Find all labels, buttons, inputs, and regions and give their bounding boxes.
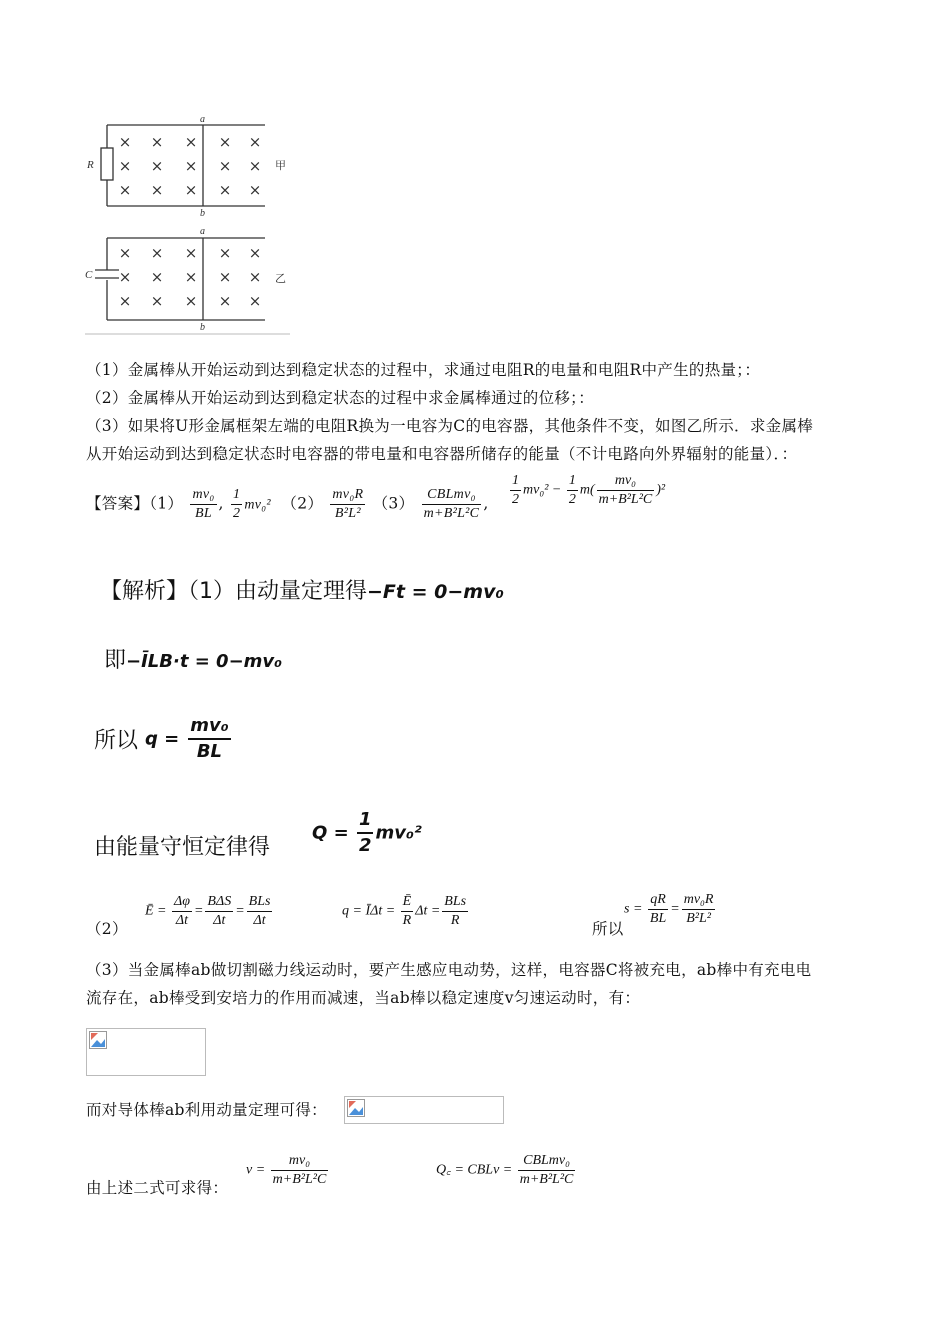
broken-image-icon: [89, 1031, 107, 1049]
svg-text:×: ×: [118, 244, 132, 262]
svg-text:×: ×: [218, 268, 232, 286]
svg-text:×: ×: [218, 181, 232, 199]
answer-part3-label: （3）: [372, 494, 415, 513]
part3-v-eq: v = $\frac{\text{mv₀}}{\text{m+B²L²C}}$: [246, 1153, 327, 1187]
svg-text:×: ×: [150, 157, 164, 175]
part2-so: 所以: [592, 920, 624, 938]
analysis-title: 【解析】（1）由动量定理得: [100, 579, 367, 604]
analysis-line2: 即−ĪLB·t = 0−mv₀: [104, 648, 283, 673]
broken-image-placeholder-2: [344, 1096, 504, 1124]
question-1: （1）金属棒从开始运动到达到稳定状态的过程中，求通过电阻R的电量和电阻R中产生的热量；：: [86, 361, 761, 379]
analysis-eq1: −Ft = 0−mv₀: [367, 581, 504, 603]
broken-image-placeholder-1: [86, 1028, 206, 1076]
answer-label: 【答案】: [86, 494, 150, 513]
answer-2-displacement: $\frac{\text{mv₀R}}{\text{B²L²}}$: [332, 487, 364, 521]
svg-text:×: ×: [248, 268, 262, 286]
broken-image-icon: [347, 1099, 365, 1117]
svg-text:×: ×: [118, 181, 132, 199]
question-3-line2: 从开始运动到达到稳定状态时电容器的带电量和电容器所储存的能量（不计电路向外界辐射的能量）．：: [86, 445, 798, 463]
svg-text:×: ×: [218, 157, 232, 175]
part3-line3: 而对导体棒ab利用动量定理可得：: [86, 1101, 327, 1119]
answer-1-heat: mv₀²: [244, 497, 271, 513]
fig-bottom-label-a: a: [200, 226, 205, 237]
analysis-Q-eq: Q = $\frac{1}{2}$ mv₀²: [312, 809, 422, 856]
svg-text:×: ×: [150, 268, 164, 286]
fig-top-label-a: a: [200, 114, 205, 125]
svg-text:×: ×: [118, 133, 132, 151]
fig-top-label-R: R: [87, 159, 94, 171]
answer-part2-label: （2）: [281, 494, 324, 513]
svg-text:×: ×: [248, 181, 262, 199]
svg-text:×: ×: [184, 133, 198, 151]
part3-line4: 由上述二式可求得：: [86, 1179, 229, 1197]
svg-text:×: ×: [248, 157, 262, 175]
part2-q-eq: q = ĪΔt = $\frac{Ē}{R}$ Δt = $\frac{\text{BLs}}{R}$: [342, 894, 467, 928]
fig-bottom-label-b: b: [200, 322, 205, 333]
answer-part1-label: （1）: [149, 494, 184, 513]
fig-top-caption: 甲: [275, 159, 286, 172]
part3-Qc-eq: Q꜀ = CBLv = $\frac{\text{CBLmv₀}}{\text{m+B²L²C}}$: [436, 1153, 574, 1187]
svg-text:×: ×: [218, 244, 232, 262]
fig-top-label-b: b: [200, 208, 205, 219]
svg-text:×: ×: [118, 268, 132, 286]
svg-text:×: ×: [184, 268, 198, 286]
svg-text:×: ×: [150, 244, 164, 262]
svg-text:×: ×: [218, 292, 232, 310]
svg-text:×: ×: [248, 133, 262, 151]
svg-text:×: ×: [118, 292, 132, 310]
svg-text:×: ×: [184, 181, 198, 199]
answer-row: 【答案】（1） $\frac{\text{mv₀}}{BL}$ , $\frac{1}{2}$ mv₀² （2） $\frac{\text{mv₀R}}{\text{B²L²}}$ （3） $\frac{\text{CBLmv₀}}{\text{m+B²L²C}}$ ,: [86, 487, 489, 521]
analysis-line4: 由能量守恒定律得: [94, 835, 271, 860]
analysis-eq2: −ĪLB·t = 0−mv₀: [126, 651, 283, 672]
part3-line2: 流存在，ab棒受到安培力的作用而减速，当ab棒以稳定速度v匀速运动时，有：: [86, 989, 641, 1007]
analysis-line3: 所以 q = $\frac{\text{mv₀}}{BL}$: [94, 715, 229, 762]
svg-text:×: ×: [118, 157, 132, 175]
analysis-q-fraction: $\frac{\text{mv₀}}{BL}$: [190, 715, 229, 762]
answer-1-charge: $\frac{\text{mv₀}}{BL}$: [192, 487, 215, 521]
part2-label: （2）: [86, 920, 128, 938]
circuit-figure: [85, 112, 295, 337]
svg-text:×: ×: [248, 244, 262, 262]
resistor-icon: [101, 148, 113, 180]
svg-text:×: ×: [150, 292, 164, 310]
svg-text:×: ×: [218, 133, 232, 151]
question-3-line1: （3）如果将U形金属框架左端的电阻R换为一电容为C的电容器，其他条件不变，如图乙所示．求金属棒: [86, 417, 814, 435]
question-2: （2）金属棒从开始运动到达到稳定状态的过程中求金属棒通过的位移；：: [86, 389, 595, 407]
part3-line1: （3）当金属棒ab做切割磁力线运动时，要产生感应电动势，这样，电容器C将被充电，ab棒中有充电电: [86, 961, 812, 979]
fig-bottom-caption: 乙: [275, 272, 286, 285]
answer-3-energy: $\frac{1}{2}$ mv₀² − $\frac{1}{2}$ m( $\frac{\text{mv₀}}{\text{m+B²L²C}}$ )²: [512, 473, 666, 507]
svg-text:×: ×: [150, 181, 164, 199]
answer-3-charge: $\frac{\text{CBLmv₀}}{\text{m+B²L²C}}$: [423, 487, 480, 521]
svg-text:×: ×: [184, 244, 198, 262]
analysis-title-row: [100, 574, 504, 605]
svg-text:×: ×: [248, 292, 262, 310]
part2-s-eq: s = $\frac{qR}{BL}$ = $\frac{\text{mv₀R}}{\text{B²L²}}$: [624, 892, 714, 926]
part2-emf-eq: Ē = $\frac{\Delta\varphi}{\Delta t}$ = $\frac{\text{BΔS}}{\Delta t}$ = $\frac{\text{BLs}}{\Delta t}$: [145, 894, 271, 928]
svg-text:×: ×: [184, 292, 198, 310]
svg-text:×: ×: [150, 133, 164, 151]
fig-bottom-label-C: C: [85, 269, 93, 281]
answer-1-heat-coef: $\frac{1}{2}$: [233, 487, 241, 521]
svg-text:×: ×: [184, 157, 198, 175]
